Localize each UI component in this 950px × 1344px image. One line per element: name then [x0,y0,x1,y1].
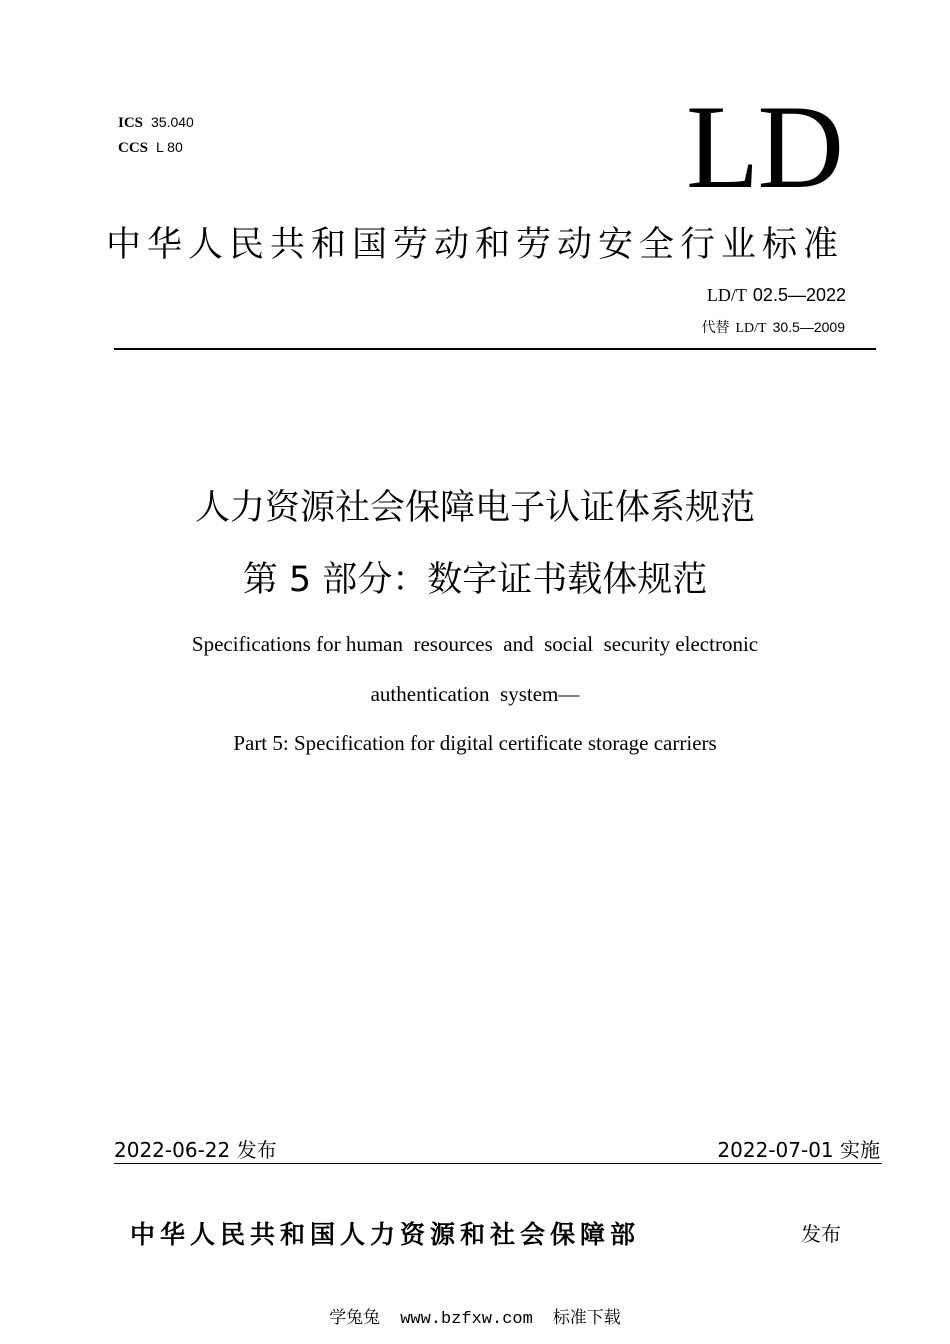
bottom-divider [114,1163,882,1164]
ld-logo: LD [686,80,842,213]
english-title-line2: authentication system— [370,682,580,706]
ccs-code [118,135,194,160]
standard-code-prefix: LD/T [706,285,747,305]
replaces-prefix: LD/T [735,321,767,336]
english-title-line3: Part 5: Specification for digital certificate storage carriers [233,731,717,755]
replaces-number: 30.5—2009 [772,319,845,335]
publisher-name: 中华人民共和国人力资源和社会保障部 [130,1220,641,1249]
ics-value: 35.040 [151,114,194,130]
replaces-label: 代替 [701,320,730,336]
ics-label: ICS [118,115,144,131]
standard-code [707,285,846,306]
standard-code-number: 02.5—2022 [752,285,846,305]
replaces-standard [701,317,845,337]
chinese-title-line2: 第 5 部分：数字证书载体规范 [242,560,708,600]
ccs-label: CCS [118,140,149,156]
top-divider [114,348,876,350]
ccs-value: L 80 [156,139,183,155]
ics-code [118,110,194,135]
standard-category-title: 中华人民共和国劳动和劳动安全行业标准 [105,225,844,265]
footer-url[interactable]: www.bzfxw.com [400,1310,533,1329]
issue-date: 2022-06-22 发布 [114,1138,277,1162]
footer-tagline: 标准下载 [552,1308,621,1328]
classification-codes [118,110,194,160]
chinese-title-line1: 人力资源社会保障电子认证体系规范 [194,488,755,528]
english-title-line1: Specifications for human resources and social security electronic [191,632,759,656]
effective-date: 2022-07-01 实施 [717,1138,880,1162]
footer [0,1303,950,1329]
publish-label: 发布 [801,1222,841,1246]
footer-site-name: 学兔兔 [329,1308,381,1328]
